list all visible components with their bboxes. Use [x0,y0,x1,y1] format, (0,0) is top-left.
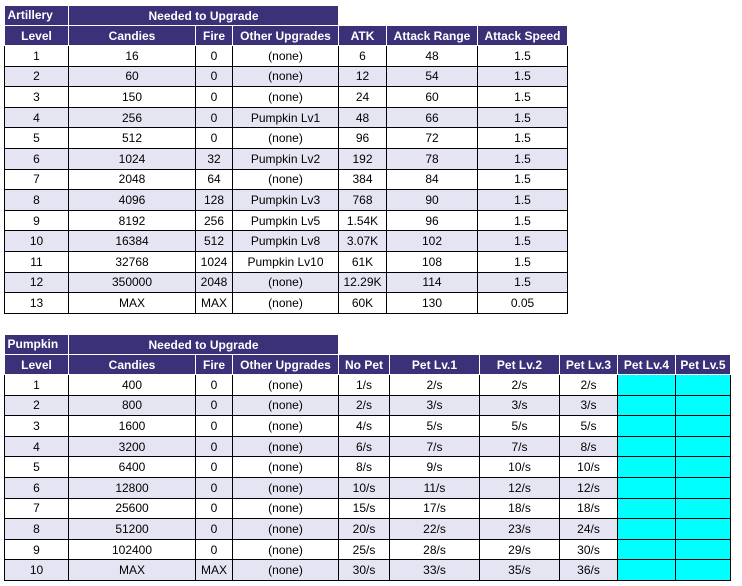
cell-fire: 64 [196,169,233,190]
cell-level: 2 [5,66,69,87]
cell-pet-lv-2: 7/s [480,436,560,457]
cell-level: 8 [5,519,69,540]
cell-no-pet: 1/s [339,375,390,396]
cell-other-upgrades: (none) [233,169,339,190]
cell-other-upgrades: (none) [233,457,339,478]
cell-level: 9 [5,210,69,231]
table-row [5,128,568,149]
cell-level: 6 [5,477,69,498]
column-header-fire: Fire [196,355,233,375]
cell-candies: 800 [69,395,196,416]
cell-candies: 1024 [69,148,196,169]
cell-pet-lv-3: 10/s [560,457,618,478]
artillery-table [4,5,568,314]
table-row [5,560,731,581]
table-row [5,107,568,128]
cell-pet-lv-4 [618,416,676,437]
cell-no-pet: 15/s [339,498,390,519]
cell-other-upgrades: Pumpkin Lv1 [233,107,339,128]
cell-other-upgrades: (none) [233,539,339,560]
cell-pet-lv-4 [618,498,676,519]
cell-candies: 25600 [69,498,196,519]
cell-pet-lv-3: 3/s [560,395,618,416]
cell-other-upgrades: Pumpkin Lv10 [233,251,339,272]
cell-candies: 350000 [69,272,196,293]
cell-fire: 0 [196,457,233,478]
cell-atk: 12.29K [339,272,387,293]
cell-level: 9 [5,539,69,560]
column-header-pet-lv-4: Pet Lv.4 [618,355,676,375]
cell-pet-lv-4 [618,477,676,498]
cell-no-pet: 25/s [339,539,390,560]
cell-pet-lv-2: 2/s [480,375,560,396]
column-header-candies: Candies [69,355,196,375]
cell-attack-range: 96 [387,210,478,231]
cell-candies: MAX [69,293,196,314]
cell-attack-range: 130 [387,293,478,314]
table-row [5,539,731,560]
cell-other-upgrades: (none) [233,293,339,314]
column-header-attack-range: Attack Range [387,26,478,46]
cell-candies: 16 [69,46,196,67]
cell-pet-lv-5 [676,395,731,416]
cell-pet-lv-5 [676,498,731,519]
cell-fire: 512 [196,231,233,252]
cell-pet-lv-2: 3/s [480,395,560,416]
cell-level: 1 [5,375,69,396]
cell-other-upgrades: (none) [233,87,339,108]
cell-fire: 32 [196,148,233,169]
cell-pet-lv-1: 17/s [390,498,480,519]
cell-level: 4 [5,436,69,457]
cell-atk: 60K [339,293,387,314]
header-spacer [339,335,731,355]
cell-other-upgrades: (none) [233,416,339,437]
cell-candies: 400 [69,375,196,396]
cell-attack-range: 54 [387,66,478,87]
cell-attack-speed: 1.5 [478,231,568,252]
cell-pet-lv-1: 9/s [390,457,480,478]
cell-atk: 1.54K [339,210,387,231]
cell-no-pet: 20/s [339,519,390,540]
cell-level: 7 [5,169,69,190]
cell-other-upgrades: (none) [233,560,339,581]
cell-other-upgrades: Pumpkin Lv2 [233,148,339,169]
cell-candies: 60 [69,66,196,87]
cell-other-upgrades: (none) [233,128,339,149]
cell-atk: 384 [339,169,387,190]
table-row [5,457,731,478]
table-row [5,87,568,108]
cell-candies: MAX [69,560,196,581]
cell-pet-lv-2: 18/s [480,498,560,519]
cell-level: 13 [5,293,69,314]
column-header-level: Level [5,355,69,375]
table-row [5,272,568,293]
cell-attack-speed: 1.5 [478,148,568,169]
cell-fire: 0 [196,128,233,149]
table-row [5,169,568,190]
cell-other-upgrades: (none) [233,66,339,87]
cell-no-pet: 10/s [339,477,390,498]
table-row [5,251,568,272]
cell-fire: 0 [196,477,233,498]
cell-pet-lv-1: 3/s [390,395,480,416]
table-row [5,231,568,252]
cell-attack-speed: 1.5 [478,251,568,272]
cell-candies: 32768 [69,251,196,272]
cell-pet-lv-5 [676,436,731,457]
cell-pet-lv-4 [618,560,676,581]
table-row [5,66,568,87]
cell-other-upgrades: Pumpkin Lv8 [233,231,339,252]
cell-pet-lv-3: 36/s [560,560,618,581]
cell-attack-speed: 1.5 [478,169,568,190]
cell-candies: 16384 [69,231,196,252]
cell-fire: MAX [196,560,233,581]
cell-attack-range: 72 [387,128,478,149]
cell-atk: 192 [339,148,387,169]
cell-fire: MAX [196,293,233,314]
cell-pet-lv-5 [676,539,731,560]
cell-level: 5 [5,457,69,478]
cell-pet-lv-3: 18/s [560,498,618,519]
column-header-atk: ATK [339,26,387,46]
cell-candies: 6400 [69,457,196,478]
cell-pet-lv-4 [618,436,676,457]
cell-candies: 4096 [69,190,196,211]
cell-no-pet: 4/s [339,416,390,437]
cell-candies: 8192 [69,210,196,231]
table-row [5,190,568,211]
cell-pet-lv-3: 5/s [560,416,618,437]
cell-other-upgrades: (none) [233,519,339,540]
cell-pet-lv-1: 11/s [390,477,480,498]
cell-pet-lv-4 [618,519,676,540]
cell-no-pet: 8/s [339,457,390,478]
table-row [5,210,568,231]
cell-attack-speed: 1.5 [478,66,568,87]
cell-attack-range: 78 [387,148,478,169]
column-header-fire: Fire [196,26,233,46]
column-header-pet-lv-5: Pet Lv.5 [676,355,731,375]
cell-attack-speed: 1.5 [478,190,568,211]
cell-level: 1 [5,46,69,67]
cell-attack-speed: 1.5 [478,210,568,231]
cell-pet-lv-5 [676,477,731,498]
cell-level: 10 [5,231,69,252]
cell-fire: 0 [196,539,233,560]
cell-atk: 48 [339,107,387,128]
table-row [5,416,731,437]
cell-attack-speed: 1.5 [478,107,568,128]
column-header-pet-lv-3: Pet Lv.3 [560,355,618,375]
cell-fire: 0 [196,107,233,128]
cell-pet-lv-1: 33/s [390,560,480,581]
cell-other-upgrades: Pumpkin Lv5 [233,210,339,231]
cell-candies: 12800 [69,477,196,498]
column-header-candies: Candies [69,26,196,46]
cell-other-upgrades: (none) [233,477,339,498]
cell-pet-lv-1: 5/s [390,416,480,437]
cell-pet-lv-2: 12/s [480,477,560,498]
cell-pet-lv-1: 7/s [390,436,480,457]
cell-pet-lv-5 [676,560,731,581]
table-caption: Pumpkin [5,335,69,355]
cell-pet-lv-3: 8/s [560,436,618,457]
cell-pet-lv-4 [618,395,676,416]
header-spacer [339,6,568,26]
column-header-other-upgrades: Other Upgrades [233,355,339,375]
column-header-pet-lv-2: Pet Lv.2 [480,355,560,375]
cell-other-upgrades: Pumpkin Lv3 [233,190,339,211]
cell-attack-speed: 1.5 [478,128,568,149]
pumpkin-table [4,334,731,581]
cell-candies: 2048 [69,169,196,190]
cell-attack-range: 90 [387,190,478,211]
cell-fire: 0 [196,66,233,87]
cell-fire: 256 [196,210,233,231]
cell-level: 3 [5,416,69,437]
cell-pet-lv-3: 12/s [560,477,618,498]
cell-atk: 3.07K [339,231,387,252]
cell-fire: 1024 [196,251,233,272]
cell-pet-lv-3: 24/s [560,519,618,540]
cell-pet-lv-4 [618,375,676,396]
cell-fire: 0 [196,375,233,396]
table-row [5,148,568,169]
cell-atk: 24 [339,87,387,108]
column-header-level: Level [5,26,69,46]
cell-other-upgrades: (none) [233,46,339,67]
cell-fire: 0 [196,87,233,108]
cell-candies: 256 [69,107,196,128]
cell-level: 11 [5,251,69,272]
cell-pet-lv-2: 10/s [480,457,560,478]
table-row [5,519,731,540]
cell-pet-lv-2: 29/s [480,539,560,560]
cell-attack-range: 66 [387,107,478,128]
cell-level: 6 [5,148,69,169]
cell-other-upgrades: (none) [233,375,339,396]
cell-level: 5 [5,128,69,149]
cell-level: 12 [5,272,69,293]
cell-no-pet: 2/s [339,395,390,416]
cell-atk: 6 [339,46,387,67]
cell-candies: 512 [69,128,196,149]
cell-attack-speed: 1.5 [478,46,568,67]
cell-attack-range: 108 [387,251,478,272]
cell-attack-speed: 1.5 [478,87,568,108]
group-header: Needed to Upgrade [69,6,339,26]
column-header-no-pet: No Pet [339,355,390,375]
cell-pet-lv-1: 28/s [390,539,480,560]
cell-pet-lv-3: 2/s [560,375,618,396]
cell-pet-lv-1: 22/s [390,519,480,540]
cell-candies: 51200 [69,519,196,540]
column-header-other-upgrades: Other Upgrades [233,26,339,46]
cell-other-upgrades: (none) [233,272,339,293]
cell-level: 2 [5,395,69,416]
cell-pet-lv-2: 5/s [480,416,560,437]
cell-pet-lv-2: 23/s [480,519,560,540]
table-row [5,395,731,416]
cell-attack-speed: 0.05 [478,293,568,314]
cell-fire: 0 [196,46,233,67]
table-row [5,436,731,457]
cell-pet-lv-5 [676,519,731,540]
cell-other-upgrades: (none) [233,436,339,457]
cell-fire: 2048 [196,272,233,293]
cell-no-pet: 6/s [339,436,390,457]
cell-no-pet: 30/s [339,560,390,581]
cell-pet-lv-5 [676,457,731,478]
table-row [5,293,568,314]
cell-fire: 0 [196,519,233,540]
cell-atk: 768 [339,190,387,211]
cell-attack-range: 114 [387,272,478,293]
group-header: Needed to Upgrade [69,335,339,355]
cell-pet-lv-3: 30/s [560,539,618,560]
table-row [5,477,731,498]
table-row [5,498,731,519]
column-header-attack-speed: Attack Speed [478,26,568,46]
cell-level: 8 [5,190,69,211]
cell-atk: 12 [339,66,387,87]
cell-pet-lv-5 [676,375,731,396]
cell-candies: 150 [69,87,196,108]
cell-candies: 102400 [69,539,196,560]
cell-level: 4 [5,107,69,128]
cell-attack-speed: 1.5 [478,272,568,293]
cell-other-upgrades: (none) [233,395,339,416]
column-header-pet-lv-1: Pet Lv.1 [390,355,480,375]
cell-attack-range: 84 [387,169,478,190]
cell-attack-range: 48 [387,46,478,67]
cell-fire: 0 [196,498,233,519]
cell-pet-lv-4 [618,457,676,478]
cell-pet-lv-4 [618,539,676,560]
table-row [5,375,731,396]
cell-fire: 0 [196,416,233,437]
cell-candies: 3200 [69,436,196,457]
cell-fire: 0 [196,436,233,457]
cell-pet-lv-1: 2/s [390,375,480,396]
cell-fire: 0 [196,395,233,416]
cell-pet-lv-2: 35/s [480,560,560,581]
cell-atk: 96 [339,128,387,149]
cell-level: 10 [5,560,69,581]
cell-candies: 1600 [69,416,196,437]
cell-atk: 61K [339,251,387,272]
cell-level: 3 [5,87,69,108]
table-caption: Artillery [5,6,69,26]
cell-pet-lv-5 [676,416,731,437]
cell-attack-range: 60 [387,87,478,108]
cell-attack-range: 102 [387,231,478,252]
cell-other-upgrades: (none) [233,498,339,519]
cell-fire: 128 [196,190,233,211]
table-row [5,46,568,67]
cell-level: 7 [5,498,69,519]
